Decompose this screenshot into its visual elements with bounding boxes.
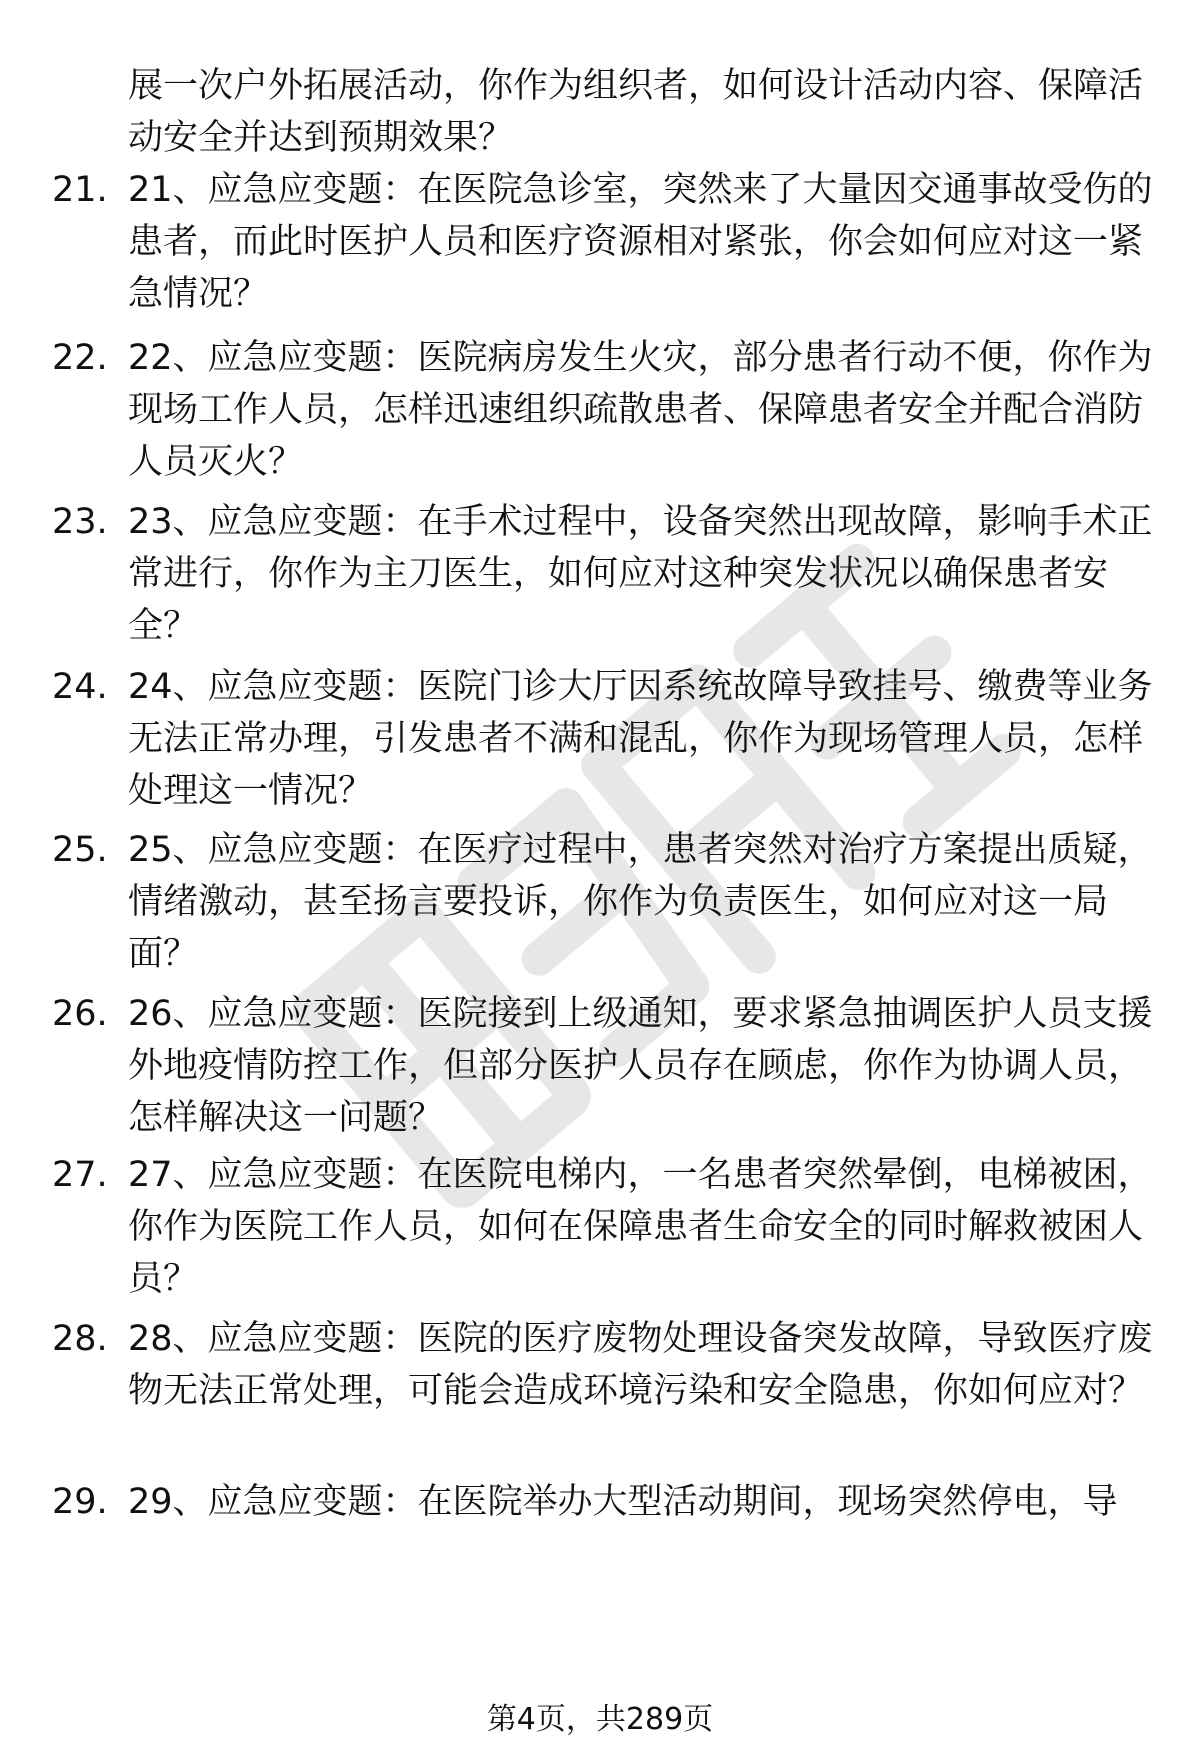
- question-number: 28.: [52, 1319, 108, 1359]
- question-number: 25.: [52, 830, 108, 870]
- question-text: 28、应急应变题：医院的医疗废物处理设备突发故障，导致医疗废物无法正常处理，可能会造成环境污染和安全隐患，你如何应对？: [128, 1319, 1153, 1411]
- question-number: 23.: [52, 502, 108, 542]
- question-number: 27.: [52, 1155, 108, 1195]
- question-text: 21、应急应变题：在医院急诊室，突然来了大量因交通事故受伤的患者，而此时医护人员和医疗资源相对紧张，你会如何应对这一紧急情况？: [128, 170, 1153, 314]
- question-text: 25、应急应变题：在医疗过程中，患者突然对治疗方案提出质疑，情绪激动，甚至扬言要投诉，你作为负责医生，如何应对这一局面？: [128, 830, 1153, 974]
- question-number: 21.: [52, 170, 108, 210]
- question-text: 27、应急应变题：在医院电梯内，一名患者突然晕倒，电梯被困，你作为医院工作人员，如何在保障患者生命安全的同时解救被困人员？: [128, 1155, 1153, 1299]
- question-number: 24.: [52, 667, 108, 707]
- page-footer: 第4页，共289页: [486, 1702, 714, 1737]
- question-text: 24、应急应变题：医院门诊大厅因系统故障导致挂号、缴费等业务无法正常办理，引发患者不满和混乱，你作为现场管理人员，怎样处理这一情况？: [128, 667, 1153, 811]
- question-number: 29.: [52, 1482, 108, 1522]
- question-text: 23、应急应变题：在手术过程中，设备突然出现故障，影响手术正常进行，你作为主刀医生，如何应对这种突发状况以确保患者安全？: [128, 502, 1153, 646]
- intro-paragraph: 展一次户外拓展活动，你作为组织者，如何设计活动内容、保障活动安全并达到预期效果？: [128, 66, 1144, 158]
- question-number: 22.: [52, 338, 108, 378]
- question-number: 26.: [52, 994, 108, 1034]
- question-text: 29、应急应变题：在医院举办大型活动期间，现场突然停电，导: [128, 1482, 1118, 1522]
- question-text: 22、应急应变题：医院病房发生火灾，部分患者行动不便，你作为现场工作人员，怎样迅速组织疏散患者、保障患者安全并配合消防人员灭火？: [128, 338, 1153, 482]
- question-text: 26、应急应变题：医院接到上级通知，要求紧急抽调医护人员支援外地疫情防控工作，但部分医护人员存在顾虑，你作为协调人员，怎样解决这一问题？: [128, 994, 1153, 1138]
